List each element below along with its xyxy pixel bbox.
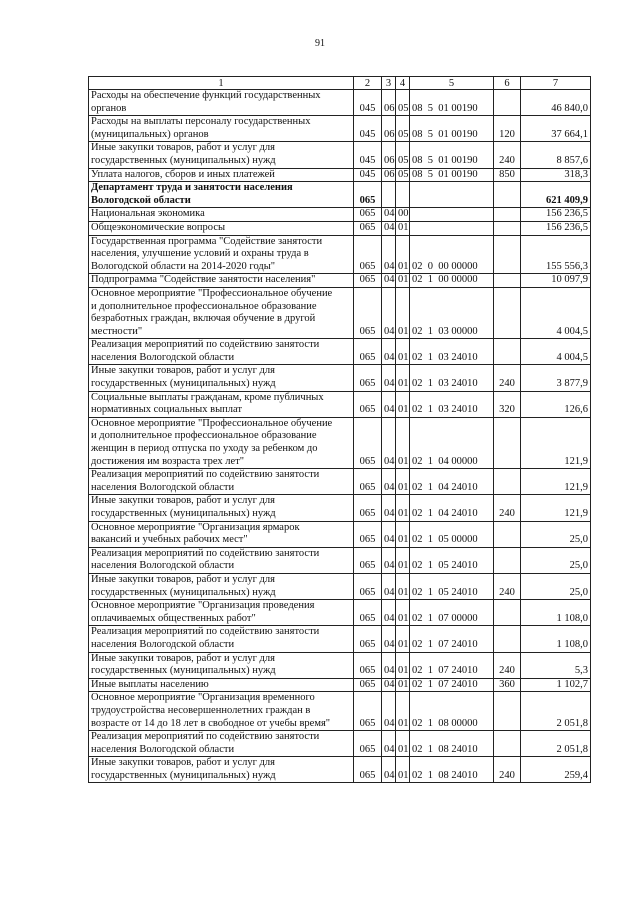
row-name-cell: Реализация мероприятий по содействию занятости населения Вологодской области	[89, 626, 354, 652]
row-expense-type-cell	[494, 208, 521, 222]
page-number: 91	[315, 38, 325, 49]
row-section-cell: 04	[382, 573, 396, 599]
row-grbs-cell: 065	[354, 469, 382, 495]
row-expense-type-cell: 240	[494, 757, 521, 783]
row-grbs-cell: 065	[354, 208, 382, 222]
row-amount-cell: 121,9	[521, 495, 591, 521]
row-subsection-cell: 05	[396, 90, 410, 116]
row-amount-cell: 121,9	[521, 417, 591, 468]
row-subsection-cell: 01	[396, 692, 410, 731]
row-section-cell: 04	[382, 692, 396, 731]
row-section-cell: 06	[382, 142, 396, 168]
row-subsection-cell: 01	[396, 287, 410, 338]
row-amount-cell: 25,0	[521, 547, 591, 573]
budget-table	[88, 76, 591, 783]
table-row	[89, 547, 591, 573]
row-subsection-cell: 01	[396, 274, 410, 288]
row-grbs-cell: 065	[354, 757, 382, 783]
table-row	[89, 600, 591, 626]
row-subsection-cell: 01	[396, 521, 410, 547]
row-target-article-cell: 02 1 05 00000	[410, 521, 494, 547]
row-name-cell: Основное мероприятие "Организация временного трудоустройства несовершеннолетних граждан в возрасте от 14 до 18 лет в свободное от учебы время"	[89, 692, 354, 731]
row-expense-type-cell: 320	[494, 391, 521, 417]
row-grbs-cell: 065	[354, 391, 382, 417]
row-subsection-cell: 01	[396, 235, 410, 274]
row-name-cell: Реализация мероприятий по содействию занятости населения Вологодской области	[89, 547, 354, 573]
row-target-article-cell	[410, 182, 494, 208]
table-header-row	[89, 77, 591, 90]
table-row	[89, 652, 591, 678]
row-subsection-cell: 01	[396, 417, 410, 468]
row-section-cell: 04	[382, 274, 396, 288]
row-target-article-cell: 02 1 03 00000	[410, 287, 494, 338]
row-name-cell: Иные закупки товаров, работ и услуг для государственных (муниципальных) нужд	[89, 142, 354, 168]
row-target-article-cell: 02 1 08 24010	[410, 731, 494, 757]
table-row	[89, 116, 591, 142]
table-row	[89, 142, 591, 168]
row-target-article-cell: 02 1 07 24010	[410, 626, 494, 652]
row-expense-type-cell	[494, 417, 521, 468]
row-target-article-cell: 02 1 03 24010	[410, 365, 494, 391]
table-row	[89, 365, 591, 391]
row-section-cell: 04	[382, 652, 396, 678]
row-amount-cell: 156 236,5	[521, 208, 591, 222]
row-target-article-cell: 02 1 08 24010	[410, 757, 494, 783]
row-expense-type-cell: 360	[494, 678, 521, 692]
row-name-cell: Подпрограмма "Содействие занятости населения"	[89, 274, 354, 288]
row-expense-type-cell: 120	[494, 116, 521, 142]
row-subsection-cell: 01	[396, 391, 410, 417]
row-amount-cell: 2 051,8	[521, 692, 591, 731]
row-section-cell: 06	[382, 90, 396, 116]
table-row	[89, 287, 591, 338]
row-amount-cell: 1 102,7	[521, 678, 591, 692]
row-subsection-cell: 01	[396, 731, 410, 757]
row-grbs-cell: 065	[354, 652, 382, 678]
row-subsection-cell: 01	[396, 652, 410, 678]
row-target-article-cell: 02 1 07 24010	[410, 652, 494, 678]
row-name-cell: Иные закупки товаров, работ и услуг для государственных (муниципальных) нужд	[89, 365, 354, 391]
row-amount-cell: 259,4	[521, 757, 591, 783]
row-expense-type-cell	[494, 600, 521, 626]
table-row	[89, 391, 591, 417]
row-section-cell: 04	[382, 495, 396, 521]
row-name-cell: Социальные выплаты гражданам, кроме публичных нормативных социальных выплат	[89, 391, 354, 417]
table-row	[89, 757, 591, 783]
row-section-cell: 04	[382, 365, 396, 391]
row-target-article-cell: 08 5 01 00190	[410, 116, 494, 142]
row-expense-type-cell	[494, 235, 521, 274]
row-amount-cell: 621 409,9	[521, 182, 591, 208]
row-grbs-cell: 065	[354, 221, 382, 235]
row-name-cell: Основное мероприятие "Организация проведения оплачиваемых общественных работ"	[89, 600, 354, 626]
row-amount-cell: 1 108,0	[521, 600, 591, 626]
row-amount-cell: 2 051,8	[521, 731, 591, 757]
row-name-cell: Реализация мероприятий по содействию занятости населения Вологодской области	[89, 731, 354, 757]
row-expense-type-cell	[494, 626, 521, 652]
row-section-cell: 04	[382, 521, 396, 547]
row-name-cell: Основное мероприятие "Профессиональное обучение и дополнительное профессиональное образование женщин в период отпуска по уходу за ребенком до достижения им возраста трех лет"	[89, 417, 354, 468]
row-amount-cell: 3 877,9	[521, 365, 591, 391]
row-target-article-cell: 02 0 00 00000	[410, 235, 494, 274]
row-grbs-cell: 065	[354, 365, 382, 391]
row-name-cell: Общеэкономические вопросы	[89, 221, 354, 235]
row-grbs-cell: 065	[354, 182, 382, 208]
row-grbs-cell: 045	[354, 90, 382, 116]
row-expense-type-cell: 240	[494, 573, 521, 599]
row-amount-cell: 156 236,5	[521, 221, 591, 235]
row-section-cell: 06	[382, 168, 396, 182]
row-subsection-cell: 01	[396, 339, 410, 365]
table-row	[89, 90, 591, 116]
row-target-article-cell: 08 5 01 00190	[410, 142, 494, 168]
row-target-article-cell: 02 1 08 00000	[410, 692, 494, 731]
table-row	[89, 168, 591, 182]
row-target-article-cell: 08 5 01 00190	[410, 168, 494, 182]
table-row	[89, 235, 591, 274]
row-subsection-cell: 01	[396, 600, 410, 626]
row-grbs-cell: 065	[354, 626, 382, 652]
row-expense-type-cell: 850	[494, 168, 521, 182]
row-section-cell: 04	[382, 208, 396, 222]
row-expense-type-cell: 240	[494, 652, 521, 678]
row-subsection-cell: 01	[396, 495, 410, 521]
row-name-cell: Иные закупки товаров, работ и услуг для государственных (муниципальных) нужд	[89, 652, 354, 678]
row-target-article-cell: 02 1 04 24010	[410, 469, 494, 495]
row-grbs-cell: 065	[354, 692, 382, 731]
row-target-article-cell: 02 1 03 24010	[410, 339, 494, 365]
row-amount-cell: 5,3	[521, 652, 591, 678]
row-name-cell: Государственная программа "Содействие занятости населения, улучшение условий и охраны труда в Вологодской области на 2014-2020 годы"	[89, 235, 354, 274]
row-expense-type-cell	[494, 221, 521, 235]
row-name-cell: Расходы на выплаты персоналу государственных (муниципальных) органов	[89, 116, 354, 142]
column-header: 1	[89, 77, 354, 90]
row-grbs-cell: 065	[354, 339, 382, 365]
row-grbs-cell: 065	[354, 600, 382, 626]
row-subsection-cell: 01	[396, 469, 410, 495]
row-section-cell: 04	[382, 235, 396, 274]
row-amount-cell: 121,9	[521, 469, 591, 495]
row-section-cell: 04	[382, 626, 396, 652]
row-section-cell: 04	[382, 600, 396, 626]
table-row	[89, 731, 591, 757]
row-subsection-cell: 01	[396, 221, 410, 235]
row-target-article-cell: 02 1 00 00000	[410, 274, 494, 288]
row-grbs-cell: 065	[354, 274, 382, 288]
row-name-cell: Департамент труда и занятости населения Вологодской области	[89, 182, 354, 208]
row-expense-type-cell	[494, 274, 521, 288]
row-grbs-cell: 065	[354, 573, 382, 599]
row-target-article-cell: 02 1 04 24010	[410, 495, 494, 521]
row-section-cell: 04	[382, 757, 396, 783]
row-target-article-cell: 02 1 04 00000	[410, 417, 494, 468]
row-subsection-cell: 05	[396, 116, 410, 142]
row-amount-cell: 126,6	[521, 391, 591, 417]
row-name-cell: Уплата налогов, сборов и иных платежей	[89, 168, 354, 182]
row-name-cell: Иные закупки товаров, работ и услуг для государственных (муниципальных) нужд	[89, 757, 354, 783]
row-name-cell: Реализация мероприятий по содействию занятости населения Вологодской области	[89, 469, 354, 495]
table-row	[89, 182, 591, 208]
row-grbs-cell: 045	[354, 116, 382, 142]
row-expense-type-cell: 240	[494, 365, 521, 391]
row-subsection-cell: 05	[396, 168, 410, 182]
column-header: 4	[396, 77, 410, 90]
row-subsection-cell: 01	[396, 547, 410, 573]
row-expense-type-cell	[494, 469, 521, 495]
row-subsection-cell: 01	[396, 626, 410, 652]
row-expense-type-cell	[494, 521, 521, 547]
row-target-article-cell	[410, 208, 494, 222]
row-name-cell: Иные выплаты населению	[89, 678, 354, 692]
row-grbs-cell: 065	[354, 731, 382, 757]
row-section-cell: 04	[382, 417, 396, 468]
row-grbs-cell: 065	[354, 678, 382, 692]
row-target-article-cell: 02 1 07 00000	[410, 600, 494, 626]
row-name-cell: Национальная экономика	[89, 208, 354, 222]
row-amount-cell: 25,0	[521, 573, 591, 599]
row-name-cell: Реализация мероприятий по содействию занятости населения Вологодской области	[89, 339, 354, 365]
row-name-cell: Иные закупки товаров, работ и услуг для государственных (муниципальных) нужд	[89, 495, 354, 521]
row-expense-type-cell	[494, 90, 521, 116]
row-section-cell: 04	[382, 731, 396, 757]
row-section-cell: 06	[382, 116, 396, 142]
row-subsection-cell: 01	[396, 678, 410, 692]
column-header: 6	[494, 77, 521, 90]
row-expense-type-cell	[494, 731, 521, 757]
row-expense-type-cell	[494, 692, 521, 731]
row-section-cell	[382, 182, 396, 208]
row-name-cell: Основное мероприятие "Профессиональное обучение и дополнительное профессиональное образование безработных граждан, включая обучение в другой местности"	[89, 287, 354, 338]
row-expense-type-cell	[494, 182, 521, 208]
row-target-article-cell: 02 1 05 24010	[410, 573, 494, 599]
row-section-cell: 04	[382, 287, 396, 338]
row-target-article-cell: 02 1 05 24010	[410, 547, 494, 573]
row-subsection-cell: 05	[396, 142, 410, 168]
row-grbs-cell: 065	[354, 547, 382, 573]
row-section-cell: 04	[382, 469, 396, 495]
row-amount-cell: 10 097,9	[521, 274, 591, 288]
row-amount-cell: 37 664,1	[521, 116, 591, 142]
table-row	[89, 274, 591, 288]
row-amount-cell: 4 004,5	[521, 287, 591, 338]
table-row	[89, 417, 591, 468]
row-section-cell: 04	[382, 339, 396, 365]
table-row	[89, 678, 591, 692]
row-grbs-cell: 045	[354, 142, 382, 168]
row-grbs-cell: 065	[354, 495, 382, 521]
row-grbs-cell: 065	[354, 417, 382, 468]
row-section-cell: 04	[382, 547, 396, 573]
column-header: 7	[521, 77, 591, 90]
row-subsection-cell: 01	[396, 573, 410, 599]
row-section-cell: 04	[382, 221, 396, 235]
table-row	[89, 221, 591, 235]
row-target-article-cell	[410, 221, 494, 235]
row-amount-cell: 25,0	[521, 521, 591, 547]
column-header: 2	[354, 77, 382, 90]
row-subsection-cell: 01	[396, 365, 410, 391]
row-name-cell: Расходы на обеспечение функций государственных органов	[89, 90, 354, 116]
row-amount-cell: 155 556,3	[521, 235, 591, 274]
row-name-cell: Иные закупки товаров, работ и услуг для государственных (муниципальных) нужд	[89, 573, 354, 599]
row-name-cell: Основное мероприятие "Организация ярмарок вакансий и учебных рабочих мест"	[89, 521, 354, 547]
row-expense-type-cell	[494, 547, 521, 573]
row-grbs-cell: 065	[354, 235, 382, 274]
row-target-article-cell: 08 5 01 00190	[410, 90, 494, 116]
row-expense-type-cell: 240	[494, 142, 521, 168]
table-row	[89, 521, 591, 547]
table-row	[89, 573, 591, 599]
row-subsection-cell	[396, 182, 410, 208]
table-row	[89, 469, 591, 495]
row-amount-cell: 1 108,0	[521, 626, 591, 652]
column-header: 3	[382, 77, 396, 90]
column-header: 5	[410, 77, 494, 90]
row-section-cell: 04	[382, 391, 396, 417]
row-amount-cell: 4 004,5	[521, 339, 591, 365]
row-expense-type-cell: 240	[494, 495, 521, 521]
row-subsection-cell: 01	[396, 757, 410, 783]
row-grbs-cell: 065	[354, 287, 382, 338]
row-section-cell: 04	[382, 678, 396, 692]
row-target-article-cell: 02 1 07 24010	[410, 678, 494, 692]
row-grbs-cell: 065	[354, 521, 382, 547]
row-expense-type-cell	[494, 339, 521, 365]
row-amount-cell: 46 840,0	[521, 90, 591, 116]
row-expense-type-cell	[494, 287, 521, 338]
row-amount-cell: 318,3	[521, 168, 591, 182]
row-subsection-cell: 00	[396, 208, 410, 222]
table-row	[89, 626, 591, 652]
table-row	[89, 208, 591, 222]
row-target-article-cell: 02 1 03 24010	[410, 391, 494, 417]
table-row	[89, 692, 591, 731]
table-row	[89, 495, 591, 521]
row-grbs-cell: 045	[354, 168, 382, 182]
table-row	[89, 339, 591, 365]
row-amount-cell: 8 857,6	[521, 142, 591, 168]
